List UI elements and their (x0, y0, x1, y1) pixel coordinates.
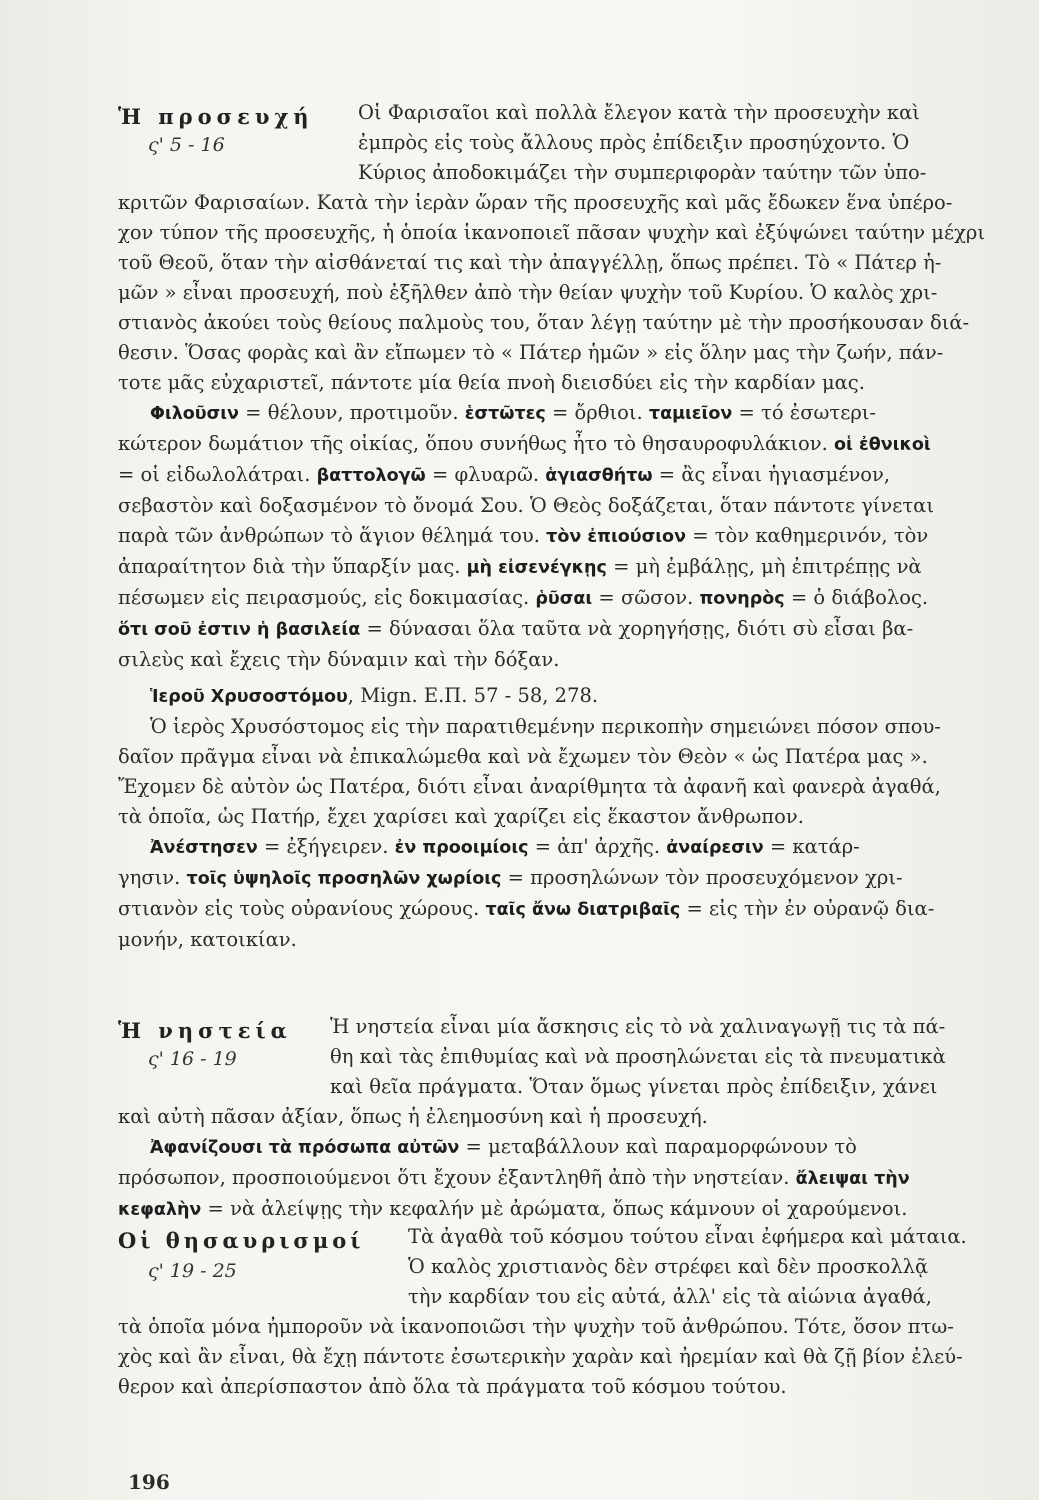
gloss-def: πέσωμεν εἰς πειρασμούς, εἰς δοκιμασίας. (118, 586, 536, 609)
gloss-line (118, 398, 998, 429)
gloss-term: ἑστῶτες (464, 404, 546, 424)
citation-author: Ἱεροῦ Χρυσοστόμου (150, 687, 348, 707)
text-line: Ἔχομεν δὲ αὐτὸν ὡς Πατέρα, διότι εἶναι ἀναρίθμητα τὰ ἀφανῆ καὶ φανερὰ ἀγαθά, (118, 775, 941, 798)
gloss-def: = ἀπ' ἀρχῆς. (528, 835, 667, 858)
gloss-term: ταῖς ἄνω διατριβαῖς (485, 900, 681, 920)
text-line: χον τύπον τῆς προσευχῆς, ἡ ὁποία ἱκανοποιεῖ πᾶσαν ψυχὴν καὶ ἐξύψώνει ταύτην μέχρι (118, 221, 985, 244)
gloss-line (118, 429, 998, 460)
text-line: δαῖον πρᾶγμα εἶναι νὰ ἐπικαλώμεθα καὶ νὰ ἔχωμεν τὸν Θεὸν « ὡς Πατέρα μας ». (118, 745, 928, 768)
text-line: Ὁ καλὸς χριστιανὸς δὲν στρέφει καὶ δὲν προσκολλᾷ (408, 1255, 929, 1278)
text-line: καὶ θεῖα πράγματα. Ὅταν ὅμως γίνεται πρὸς ἐπίδειξιν, χάνει (330, 1075, 938, 1098)
text-line: τοτε μᾶς εὐχαριστεῖ, πάντοτε μία θεία πνοὴ διεισδύει εἰς τὴν καρδίαν μας. (118, 371, 865, 394)
gloss-term: ἀναίρεσιν (666, 838, 764, 858)
citation-ref: , Mign. Ε.Π. 57 - 58, 278. (347, 684, 599, 707)
text-line: θη καὶ τὰς ἐπιθυμίας καὶ νὰ προσηλώνεται εἰς τὰ πνευματικὰ (330, 1045, 946, 1068)
gloss-def: = ὄρθιοι. (545, 401, 649, 424)
gloss-def: κώτερον δωμάτιον τῆς οἰκίας, ὅπου συνήθως ἦτο τὸ θησαυροφυλάκιον. (118, 432, 835, 455)
gloss-term: ἁγιασθήτω (545, 466, 653, 486)
gloss-term: κεφαλὴν (118, 1200, 202, 1220)
gloss-def: = μὴ ἐμβάλῃς, μὴ ἐπιτρέπῃς νὰ (606, 555, 922, 578)
gloss-term: μὴ εἰσενέγκῃς (466, 558, 607, 578)
gloss-line (118, 614, 998, 645)
gloss-def: πρόσωπον, προσποιούμενοι ὅτι ἔχουν ἐξαντληθῆ ἀπὸ τὴν νηστείαν. (118, 1166, 796, 1189)
gloss-def: = οἱ εἰδωλολάτραι. (118, 463, 317, 486)
text-line: τὰ ὁποῖα, ὡς Πατήρ, ἔχει χαρίσει καὶ χαρίζει εἰς ἕκαστον ἄνθρωπον. (118, 805, 804, 828)
gloss-term: Φιλοῦσιν (150, 404, 239, 424)
section-reference: ς' 19 - 25 (148, 1260, 237, 1282)
gloss-def: = εἰς τὴν ἐν οὐρανῷ δια- (680, 897, 935, 920)
text-line: θερον καὶ ἀπερίσπαστον ἀπὸ ὅλα τὰ πράγματα τοῦ κόσμου τούτου. (118, 1375, 787, 1398)
gloss-line: σιλεὺς καὶ ἔχεις τὴν δύναμιν καὶ τὴν δόξαν. (118, 648, 560, 671)
gloss-line (118, 552, 998, 583)
gloss-def: = ἐξήγειρεν. (257, 835, 395, 858)
text-line: Οἱ Φαρισαῖοι καὶ πολλὰ ἔλεγον κατὰ τὴν προσευχὴν καὶ (358, 101, 920, 124)
gloss-term: τοῖς ὑψηλοῖς προσηλῶν χωρίοις (186, 869, 502, 889)
gloss-line (118, 863, 998, 894)
text-line: Ἡ νηστεία εἶναι μία ἄσκησις εἰς τὸ νὰ χαλιναγωγῇ τις τὰ πά- (330, 1015, 946, 1038)
text-line: θεσιν. Ὅσας φορὰς καὶ ἂν εἴπωμεν τὸ « Πάτερ ἡμῶν » εἰς ὅλην μας τὴν ζωήν, πάν- (118, 341, 944, 364)
section-title: Ἡ νηστεία (118, 1018, 292, 1043)
gloss-term: ῥῦσαι (535, 589, 593, 609)
gloss-def: = τὸν καθημερινόν, τὸν (686, 524, 929, 547)
gloss-def: παρὰ τῶν ἀνθρώπων τὸ ἅγιον θέλημά του. (118, 524, 547, 547)
section-title: Ἡ προσευχή (118, 104, 314, 129)
text-line: κριτῶν Φαρισαίων. Κατὰ τὴν ἱερὰν ὥραν τῆς προσευχῆς καὶ μᾶς ἔδωκεν ἕνα ὑπέρο- (118, 191, 953, 214)
gloss-term: Ἀνέστησεν (150, 838, 258, 858)
section-treasures (118, 1222, 998, 1402)
gloss-line (118, 1194, 998, 1225)
gloss-term: τὸν ἐπιούσιον (546, 527, 686, 547)
text-line: Κύριος ἀποδοκιμάζει τὴν συμπεριφορὰν ταύτην τῶν ὑπο- (358, 161, 927, 184)
section-prayer (118, 98, 998, 955)
gloss-def: = φλυαρῶ. (425, 463, 546, 486)
gloss-def: = σῶσον. (592, 586, 700, 609)
gloss-def: = κατάρ- (763, 835, 860, 858)
text-line: τὴν καρδίαν του εἰς αὐτά, ἀλλ' εἰς τὰ αἰώνια ἀγαθά, (408, 1285, 932, 1308)
gloss-def: = νὰ ἀλείψῃς τὴν κεφαλήν μὲ ἀρώματα, ὅπως κάμνουν οἱ χαρούμενοι. (201, 1197, 908, 1220)
gloss-term: ὅτι σοῦ ἐστιν ἡ βασιλεία (118, 620, 361, 640)
text-line: μῶν » εἶναι προσευχή, ποὺ ἐξῆλθεν ἀπὸ τὴν θείαν ψυχὴν τοῦ Κυρίου. Ὁ καλὸς χρι- (118, 281, 938, 304)
gloss-def: = ὁ διάβολος. (784, 586, 929, 609)
gloss-def: = προσηλώνων τὸν προσευχόμενον χρι- (501, 866, 903, 889)
gloss-def: = θέλουν, προτιμοῦν. (238, 401, 465, 424)
gloss-def: = τό ἐσωτερι- (732, 401, 877, 424)
text-line: μονήν, κατοικίαν. (118, 928, 297, 951)
gloss-term: πονηρὸς (699, 589, 785, 609)
gloss-def: = ἂς εἶναι ἡγιασμένον, (652, 463, 891, 486)
text-line: στιανὸς ἀκούει τοὺς θείους παλμοὺς του, ὅταν λέγῃ ταύτην μὲ τὴν προσήκουσαν διά- (118, 311, 970, 334)
gloss-def: = δύνασαι ὅλα ταῦτα νὰ χορηγήσῃς, διότι σὺ εἶσαι βα- (360, 617, 914, 640)
page-number: 196 (128, 1470, 170, 1494)
gloss-def: γησιν. (118, 866, 187, 889)
text-line: ἐμπρὸς εἰς τοὺς ἄλλους πρὸς ἐπίδειξιν προσηύχοντο. Ὁ (358, 131, 910, 154)
section-reference: ς' 16 - 19 (148, 1048, 237, 1070)
citation-line (118, 681, 998, 712)
gloss-term: Ἀφανίζουσι τὰ πρόσωπα αὐτῶν (150, 1138, 460, 1158)
text-line: καὶ αὐτὴ πᾶσαν ἀξίαν, ὅπως ἡ ἐλεημοσύνη καὶ ἡ προσευχή. (118, 1105, 708, 1128)
text-line: Τὰ ἀγαθὰ τοῦ κόσμου τούτου εἶναι ἐφήμερα καὶ μάταια. (408, 1225, 967, 1248)
gloss-line: σεβαστὸν καὶ δοξασμένον τὸ ὄνομά Σου. Ὁ Θεὸς δοξάζεται, ὅταν πάντοτε γίνεται (118, 494, 934, 517)
gloss-line (118, 1163, 998, 1194)
text-line: χὸς καὶ ἂν εἶναι, θὰ ἔχῃ πάντοτε ἐσωτερικὴν χαρὰν καὶ ἠρεμίαν καὶ θὰ ζῇ βίον ἐλεύ- (118, 1345, 963, 1368)
gloss-line (118, 583, 998, 614)
gloss-def: = μεταβάλλουν καὶ παραμορφώνουν τὸ (459, 1135, 857, 1158)
gloss-line (118, 1132, 998, 1163)
gloss-term: οἱ ἐθνικοὶ (834, 435, 931, 455)
section-title: Οἱ θησαυρισμοί (118, 1228, 365, 1253)
gloss-term: ταμιεῖον (648, 404, 733, 424)
text-line: Ὁ ἱερὸς Χρυσόστομος εἰς τὴν παρατιθεμένην περικοπὴν σημειώνει πόσον σπου- (150, 715, 941, 738)
gloss-term: βαττολογῶ (316, 466, 426, 486)
section-reference: ς' 5 - 16 (148, 134, 225, 156)
gloss-term: ἐν προοιμίοις (394, 838, 529, 858)
gloss-line (118, 521, 998, 552)
gloss-def: ἀπαραίτητον διὰ τὴν ὕπαρξίν μας. (118, 555, 467, 578)
text-line: τὰ ὁποῖα μόνα ἠμποροῦν νὰ ἱκανοποιῶσι τὴν ψυχὴν τοῦ ἀνθρώπου. Τότε, ὅσον πτω- (118, 1315, 954, 1338)
gloss-line (118, 460, 998, 491)
gloss-term: ἄλειψαι τὴν (795, 1169, 910, 1189)
gloss-line (118, 894, 998, 925)
gloss-def: στιανὸν εἰς τοὺς οὐρανίους χώρους. (118, 897, 486, 920)
section-fasting (118, 1012, 998, 1225)
gloss-line (118, 832, 998, 863)
text-line: τοῦ Θεοῦ, ὅταν τὴν αἰσθάνεταί τις καὶ τὴν ἀπαγγέλλῃ, ὅπως πρέπει. Τὸ « Πάτερ ἡ- (118, 251, 942, 274)
